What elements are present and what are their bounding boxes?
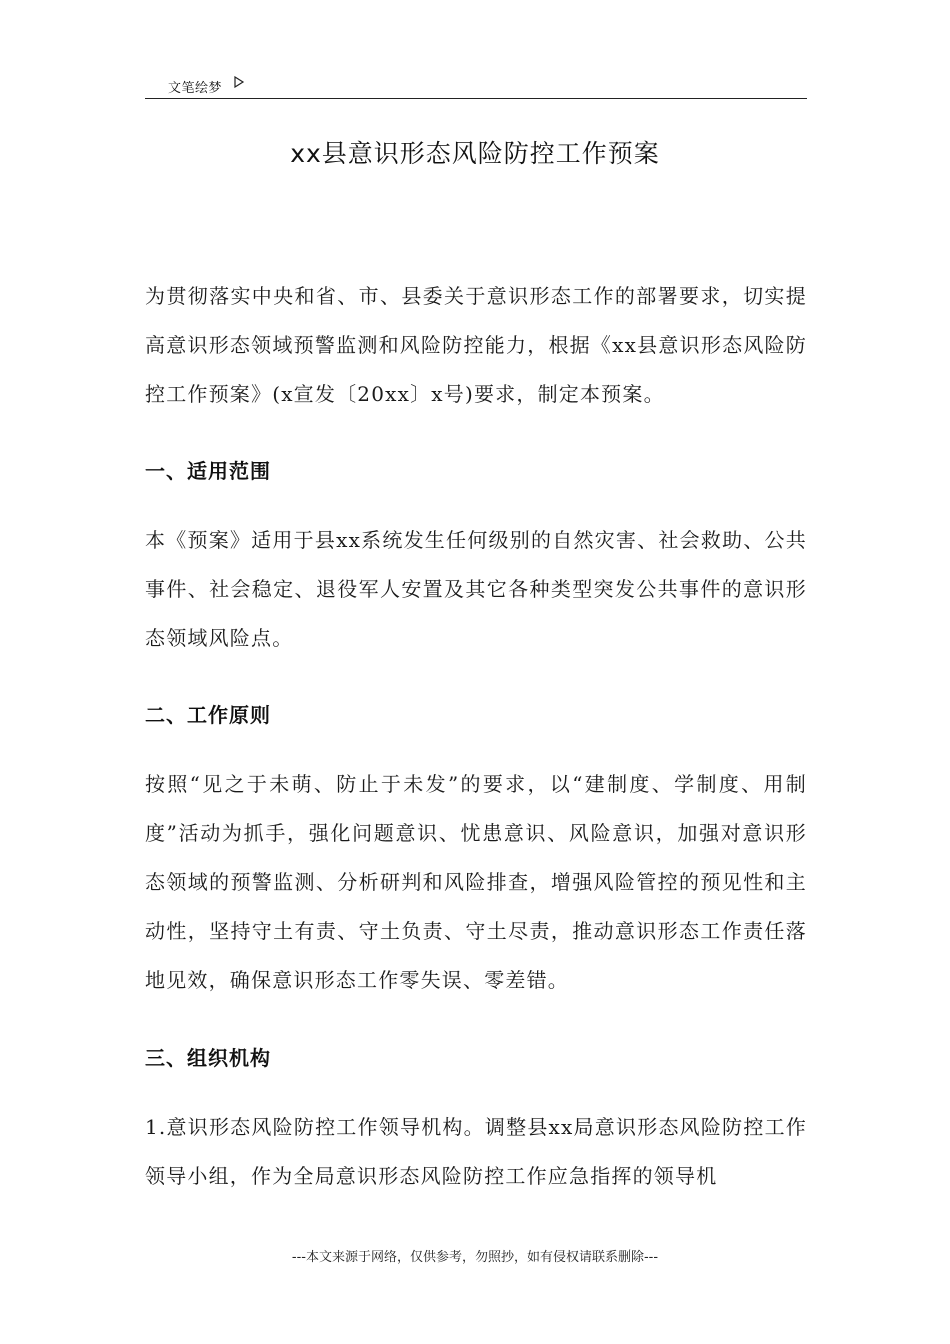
section-heading-organization: 三、组织机构 bbox=[145, 1046, 271, 1070]
section-body-scope: 本《预案》适用于县xx系统发生任何级别的自然灾害、社会救助、公共事件、社会稳定、退役军人安置及其它各种类型突发公共事件的意识形态领域风险点。 bbox=[145, 528, 807, 650]
footer-notice: ---本文来源于网络，仅供参考，勿照抄，如有侵权请联系删除--- bbox=[291, 1250, 659, 1265]
section-body-principles: 按照“见之于未萌、防止于未发”的要求，以“建制度、学制度、用制度”活动为抓手，强化问题意识、忧患意识、风险意识，加强对意识形态领域的预警监测、分析研判和风险排查，增强风险管控的预见性和主动性，坚持守土有责、守土负责、守土尽责，推动意识形态工作责任落地见效，确保意识形态工作零失误、零差错。 bbox=[145, 772, 807, 992]
section-body-organization: 1.意识形态风险防控工作领导机构。调整县xx局意识形态风险防控工作领导小组，作为全局意识形态风险防控工作应急指挥的领导机 bbox=[145, 1115, 807, 1188]
section-heading-scope: 一、适用范围 bbox=[145, 459, 271, 483]
header-brand: 文笔绘梦 bbox=[168, 81, 223, 96]
triangle-right-icon bbox=[233, 76, 245, 88]
intro-paragraph: 为贯彻落实中央和省、市、县委关于意识形态工作的部署要求，切实提高意识形态领域预警监测和风险防控能力，根据《xx县意识形态风险防控工作预案》(x宣发〔20xx〕x号)要求，制定本预案。 bbox=[145, 284, 807, 406]
document-title: xx县意识形态风险防控工作预案 bbox=[290, 139, 660, 168]
section-heading-principles: 二、工作原则 bbox=[145, 703, 271, 727]
page-header bbox=[145, 74, 807, 99]
